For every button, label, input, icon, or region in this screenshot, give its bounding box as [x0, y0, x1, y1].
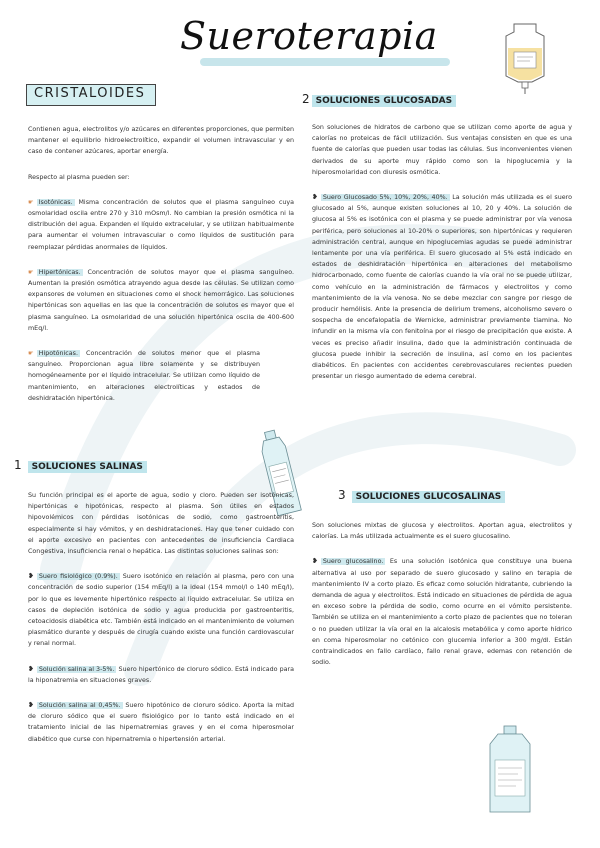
hipotonicas-paragraph: [28, 348, 260, 404]
glucosalinas-intro: Son soluciones mixtas de glucosa y electrolitos. Aportan agua, electrolitos y calorías. La más utilizada actualmente es el suero glucosalino.: [312, 522, 572, 541]
fisiologico-term: Suero fisiológico (0.9%).: [38, 573, 118, 581]
salina045-text: Suero hipotónico de cloruro sódico. Aporta la mitad de cloruro sódico que el suero fisiológico por lo tanto está indicado en el tratamiento inicial de las hipernatremias graves y en el coma hiperosmolar diabético que curse con hipernatremia o hipertensión arterial.: [28, 702, 294, 743]
salina35-text: Suero hipertónico de cloruro sódico. Está indicado para la hiponatremia en situaciones graves.: [28, 665, 294, 684]
heart-bullet-icon: ❥: [312, 193, 318, 202]
pointing-hand-icon: ☛: [28, 268, 34, 276]
salinas-heading: [14, 458, 147, 472]
glucosalinas-number: 3: [338, 488, 346, 502]
salinas-number: 1: [14, 458, 22, 472]
page-title: Sueroterapia: [180, 14, 438, 58]
suero-glucosado-term: Suero Glucosado 5%, 10%, 20%, 40%.: [322, 194, 448, 202]
suero-glucosalino-paragraph: [312, 556, 572, 668]
suero-glucosado-text: La solución más utilizada es el suero glucosado al 5%, aunque existen soluciones al 10, 20 y 40%. La solución de glucosa al 5% es isotónica con el plasma y se puede administrar por vía venosa periférica, pero soluciones al 10-20% o superiores, son hipertónicas y requieren administración central, aunque en hipoglucemias agudas se puede administrar lentamente por una vía periférica. El suero glucosado al 5% está indicado en estados de deshidratación hipertónica en alteraciones del metabolismo hidrocarbonado, como fuente de calorías cuando la vía oral no se puede utilizar, como vehículo en la administración de fármacos y electrolitos y como mantenimiento de la vía venosa. No se debe mezclar con sangre por riesgo de producir hemólisis. Ante la presencia de delirium tremens, alcoholismo severo o sospecha de encefalopatía de Wernicke, administrar previamente tiamina. No infundir en la misma vía con fenitoína por el riesgo de precipitación que existe. A veces es preciso añadir insulina, dado que la administración continuada de glucosa puede inhibir la secreción de insulina, así como en los pacientes diabéticos. En pacientes con accidentes cerebrovasculares recientes pueden presentar un riesgo aumentado de edema cerebral.: [312, 194, 572, 381]
glucosadas-heading: [302, 92, 456, 106]
glucosadas-body: [312, 122, 572, 382]
salinas-heading-text: SOLUCIONES SALINAS: [28, 461, 147, 473]
saline-bottle-icon: [478, 724, 542, 816]
salinas-intro: Su función principal es el aporte de agua, sodio y cloro. Pueden ser isotónicas, hipertónicas e hipotónicas, respecto al plasma. Son útiles en estados hipovolémicos con pérdidas isotónicas de sodio, como gastroenteritis, especialmente si hay vómitos, y en deshidrataciones. Hay que tener cuidado con el aporte excesivo en pacientes con antecedentes de insuficiencia Cardiaca Congestiva, insuficiencia renal o hepática. Las distintas soluciones salinas son:: [28, 492, 294, 556]
isotonicas-text: Misma concentración de solutos que el plasma sanguíneo cuya osmolaridad oscila entre 270 y 310 mOsm/l. No cambian la presión osmótica ni la distribución del agua. Expanden el líquido extracelular, y se utilizan habitualmente para aumentar el volumen intravascular o como líquidos de sustitución para reemplazar pérdidas anormales de líquidos.: [28, 198, 294, 251]
isotonicas-term: Isotónicas.: [38, 198, 73, 206]
glucosalinas-body: [312, 520, 572, 668]
salina35-term: Solución salina al 3-5%.: [38, 665, 115, 673]
fisiologico-paragraph: [28, 571, 294, 649]
heart-bullet-icon: ❥: [28, 701, 34, 710]
pointing-hand-icon: ☛: [28, 350, 34, 358]
heart-bullet-icon: ❥: [312, 557, 318, 566]
heart-bullet-icon: ❥: [28, 572, 34, 581]
hipertonicas-text: Concentración de solutos mayor que el plasma sanguíneo. Aumentan la presión osmótica atrayendo agua desde las células. Se utilizan como expansores de volumen en situaciones como el shock hemorrágico. Las soluciones hipertónicas son aquellas en las que la concentración de solutos es mayor que el plasma sanguíneo. La osmolaridad de una solución hipertónica oscila de 400-600 mEq/l.: [28, 268, 294, 332]
isotonicas-paragraph: [28, 197, 294, 253]
glucosalinas-heading-text: SOLUCIONES GLUCOSALINAS: [352, 491, 506, 503]
glucosalinas-heading: [338, 488, 505, 502]
cristaloides-body: [28, 124, 294, 404]
cristaloides-respecto: Respecto al plasma pueden ser:: [28, 173, 130, 181]
pointing-hand-icon: ☛: [28, 198, 34, 206]
glucosadas-heading-text: SOLUCIONES GLUCOSADAS: [312, 95, 457, 107]
suero-glucosalino-term: Suero glucosalino.: [322, 558, 384, 566]
glucosadas-number: 2: [302, 92, 310, 106]
hipertonicas-paragraph: [28, 267, 294, 334]
fisiologico-text: Suero isotónico en relación al plasma, pero con una concentración de sodio superior (154 mEq/l) a la ideal (154 mmol/l o 140 mEq/l), por lo que es levemente hipertónico respecto al líquido extracelular. Se utiliza en casos de depleción isotónica de sodio y agua producida por gastroenteritis, cetoacidosis diabética etc. También está indicado en el mantenimiento de volumen plasmático durante y después de cirugía cuando existe una función cardiovascular y renal normal.: [28, 573, 294, 648]
hipotonicas-text: Concentración de solutos menor que el plasma sanguíneo. Proporcionan agua libre solamente y se distribuyen homogéneamente por el líquido intracelular. Se utilizan como líquido de mantenimiento, en alteraciones electrolíticas y estados de deshidratación hipertónica.: [28, 350, 260, 402]
iv-bag-icon: [500, 22, 550, 94]
salina045-term: Solución salina al 0,45%.: [38, 702, 121, 710]
hipotonicas-term: Hipotónicas.: [38, 350, 78, 358]
cristaloides-heading: CRISTALOIDES: [34, 86, 146, 101]
salinas-body: [28, 490, 294, 745]
suero-glucosalino-text: Es una solución isotónica que constituye una buena alternativa al uso por separado de suero glucosado y salino en terapia de mantenimiento IV a corto plazo. Es eficaz como solución hidratante, cubriendo la demanda de agua y electrolitos. Está indicado en situaciones de pérdida de agua en exceso sobre la pérdida de sodio, como ocurre en el vómito persistente. También se utiliza en el mantenimiento a corto plazo de pacientes que no toleran o no pueden utilizar la vía oral en la alcalosis metabólica y como aporte hídrico en coma hiperosmolar no cetónico con glucemia inferior a 300 mg/dl. Están contraindicados en fallo cardíaco, fallo renal grave, edemas con retención de sodio.: [312, 558, 572, 667]
suero-glucosado-paragraph: [312, 192, 572, 382]
salina045-paragraph: [28, 700, 294, 745]
salina35-paragraph: [28, 664, 294, 686]
heart-bullet-icon: ❥: [28, 664, 34, 673]
cristaloides-intro: Contienen agua, electrolitos y/o azúcares en diferentes proporciones, que permiten mantener el equilibrio hidroelectrolítico, expandir el volumen intravascular y en caso de contener azúcares, aportar energía.: [28, 126, 294, 156]
hipertonicas-term: Hipertónicas.: [38, 268, 81, 276]
glucosadas-intro: Son soluciones de hidratos de carbono que se utilizan como aporte de agua y calorías no proteicas de fácil utilización. Sus ventajas consisten en que es una fuente de calorías que pueden usar todas las células. Sus inconvenientes vienen derivados de su aporte muy rápido como son la hipoglucemia y la hiperosmolaridad con diuresis osmótica.: [312, 124, 572, 176]
